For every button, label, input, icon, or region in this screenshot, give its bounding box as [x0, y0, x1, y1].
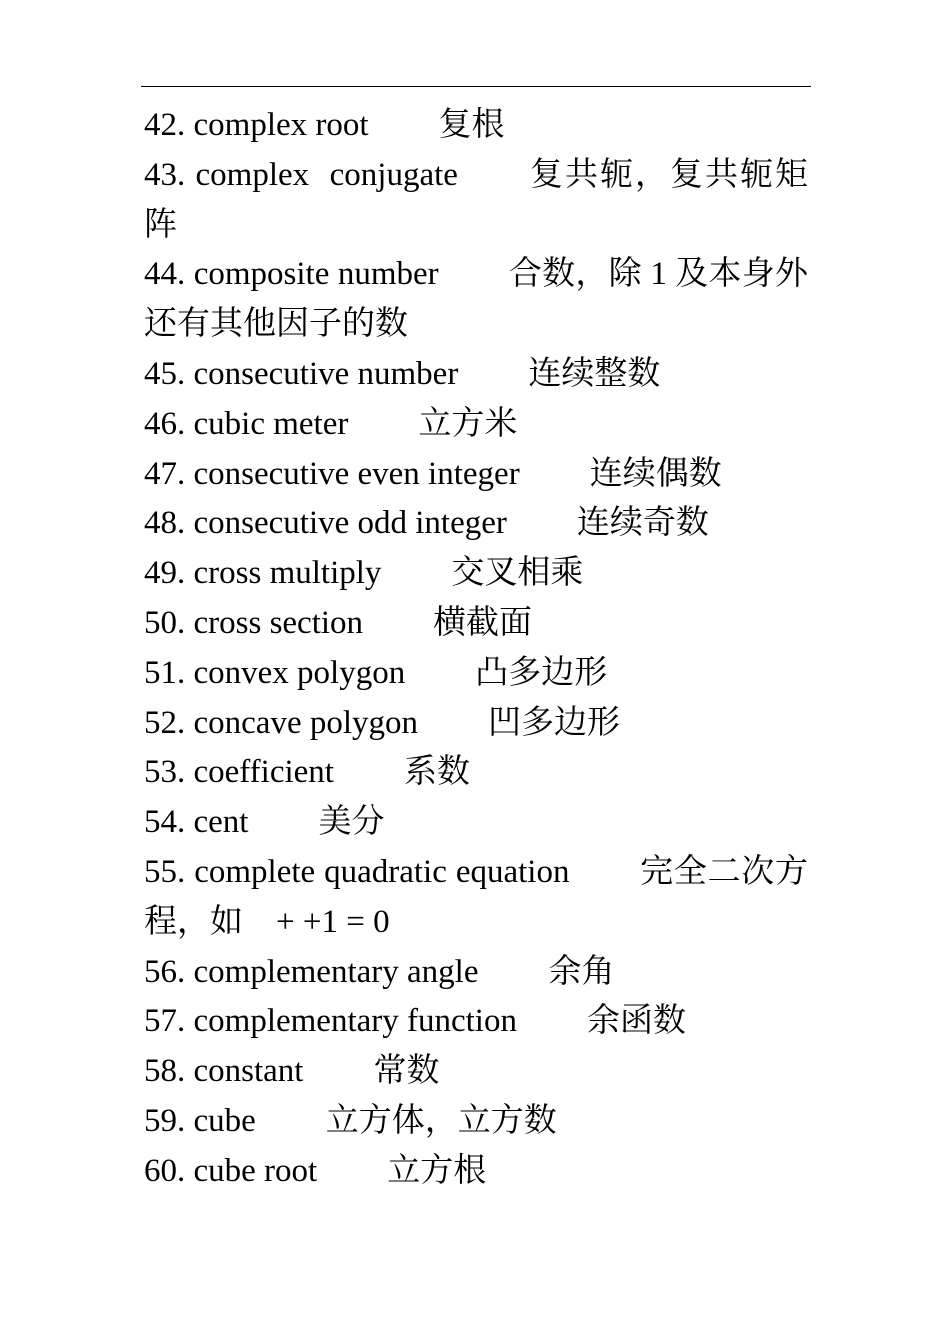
entry-term: 48. consecutive odd integer — [144, 505, 507, 542]
entry-term: 58. constant — [144, 1053, 304, 1090]
glossary-entry — [144, 699, 808, 749]
glossary-entry — [144, 1047, 808, 1097]
header-rule — [141, 86, 811, 87]
glossary-entry — [144, 748, 808, 798]
entry-meaning: 连续偶数 — [589, 455, 722, 492]
entry-term: 44. composite number — [144, 256, 439, 293]
entry-term: 59. cube — [144, 1102, 256, 1139]
entry-term: 45. consecutive number — [144, 355, 459, 392]
glossary-entry — [144, 848, 808, 948]
entry-meaning: 复根 — [438, 107, 505, 143]
entry-term: 54. cent — [144, 804, 249, 841]
glossary-entry — [144, 1147, 808, 1197]
entry-meaning: 系数 — [403, 754, 470, 791]
entry-term: 51. convex polygon — [144, 654, 406, 691]
entry-term: 56. complementary angle — [144, 953, 479, 990]
glossary-entry — [144, 450, 808, 500]
glossary-entry — [144, 599, 808, 649]
entry-meaning: 立方根 — [387, 1152, 487, 1189]
entry-term: 50. cross section — [144, 604, 364, 641]
entry-term: 47. consecutive even integer — [144, 455, 520, 492]
entry-meaning: 余角 — [548, 953, 615, 990]
entry-meaning: 合数，除 1 及本身外还有其他因子的数 — [144, 256, 809, 343]
entry-meaning: 横截面 — [433, 604, 533, 641]
entry-meaning: 凹多边形 — [488, 704, 621, 741]
entry-term: 42. complex root — [144, 107, 369, 143]
glossary-entry — [144, 649, 808, 699]
entry-meaning: 立方体，立方数 — [325, 1102, 557, 1139]
entry-meaning: 完全二次方程，如 + +1 = 0 — [144, 853, 808, 940]
glossary-entry — [144, 549, 808, 599]
glossary-entry — [144, 948, 808, 998]
entry-term: 57. complementary function — [144, 1003, 517, 1040]
glossary-entry — [144, 798, 808, 848]
entry-term: 60. cube root — [144, 1152, 318, 1189]
entry-meaning: 连续奇数 — [576, 505, 709, 542]
glossary-entry — [144, 400, 808, 450]
glossary-entry — [144, 151, 808, 251]
glossary-entry — [144, 1097, 808, 1147]
glossary-entry — [144, 250, 808, 350]
glossary-entry — [144, 997, 808, 1047]
entry-term: 52. concave polygon — [144, 704, 419, 741]
glossary-entry — [144, 101, 808, 151]
entry-meaning: 连续整数 — [528, 355, 661, 392]
entry-meaning: 余函数 — [586, 1003, 686, 1040]
entry-meaning: 复共轭，复共轭矩阵 — [144, 156, 808, 243]
entry-term: 55. complete quadratic equation — [144, 853, 570, 890]
entry-meaning: 凸多边形 — [475, 654, 608, 691]
entry-term: 53. coefficient — [144, 754, 334, 791]
entry-meaning: 立方米 — [418, 405, 518, 442]
entry-term: 49. cross multiply — [144, 555, 382, 592]
glossary-list — [144, 101, 808, 1197]
glossary-entry — [144, 350, 808, 400]
entry-meaning: 美分 — [318, 804, 385, 841]
glossary-entry — [144, 499, 808, 549]
entry-meaning: 常数 — [373, 1053, 440, 1090]
entry-term: 46. cubic meter — [144, 405, 349, 442]
entry-meaning: 交叉相乘 — [451, 555, 584, 592]
entry-term: 43. complex conjugate — [144, 156, 458, 193]
